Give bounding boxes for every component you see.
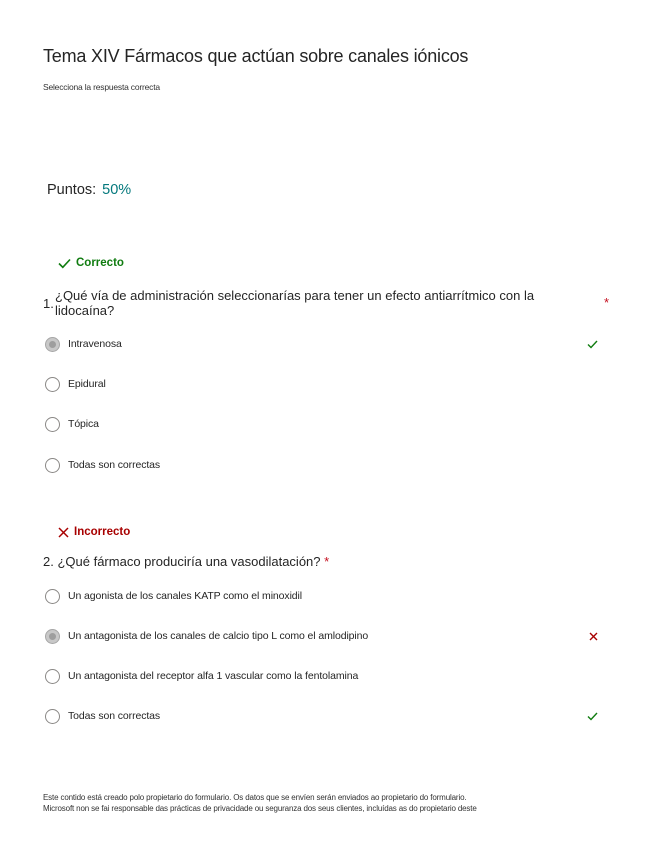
option-label: Todas son correctas [68,710,161,722]
question-1-text: ¿Qué vía de administración seleccionarías para tener un efecto antiarrítmico con la lidocaína? [55,288,535,318]
question-2-status-label: Incorrecto [74,526,131,538]
question-2-option-4[interactable] [45,707,160,725]
disclaimer-line-2: Microsoft non se fai responsable das prácticas de privacidade ou seguranza dos seus clientes, incluídas as do propietario deste [43,804,477,813]
question-1-required-mark: * [604,295,610,310]
question-1-status [58,257,124,269]
option-label: Un antagonista de los canales de calcio tipo L como el amlodipino [68,630,369,642]
radio-button[interactable] [45,629,60,644]
radio-button[interactable] [45,337,60,352]
radio-button[interactable] [45,458,60,473]
disclaimer-line-1: Este contido está creado polo propietario do formulario. Os datos que se envíen serán enviados ao propietario do formulario. [43,793,467,802]
question-2-status [58,526,130,538]
radio-button[interactable] [45,669,60,684]
question-1-status-label: Correcto [76,257,124,269]
question-1-option-1[interactable] [45,335,122,353]
question-2-option-1[interactable] [45,587,302,605]
option-label: Todas son correctas [68,459,161,471]
form-subtitle: Selecciona la respuesta correcta [43,82,160,92]
score-value: 50% [102,182,132,198]
option-label: Un antagonista del receptor alfa 1 vascular como la fentolamina [68,670,359,682]
check-icon [58,258,71,269]
radio-button[interactable] [45,417,60,432]
radio-button[interactable] [45,377,60,392]
option-label: Epidural [68,378,106,390]
question-2-number: 2. [43,554,54,569]
question-1-number: 1. [43,296,54,311]
form-title: Tema XIV Fármacos que actúan sobre canales iónicos [43,46,469,66]
question-2-option-3[interactable] [45,667,358,685]
question-1-option-2[interactable] [45,375,106,393]
question-1-option-4[interactable] [45,456,160,474]
check-icon [587,712,598,721]
check-icon [587,340,598,349]
question-2-option-2[interactable] [45,627,368,645]
option-label: Un agonista de los canales KATP como el minoxidil [68,590,303,602]
question-2-header [43,554,329,569]
privacy-disclaimer [43,792,613,814]
question-2-required-mark: * [324,554,330,569]
radio-button[interactable] [45,589,60,604]
question-1-option-3[interactable] [45,415,99,433]
cross-icon [589,632,598,641]
option-label: Intravenosa [68,338,122,350]
score-label: Puntos: [47,182,97,198]
question-2-text: ¿Qué fármaco produciría una vasodilatación? [57,554,321,569]
radio-button[interactable] [45,709,60,724]
option-label: Tópica [68,418,99,430]
score [47,182,131,198]
cross-icon [58,527,69,538]
